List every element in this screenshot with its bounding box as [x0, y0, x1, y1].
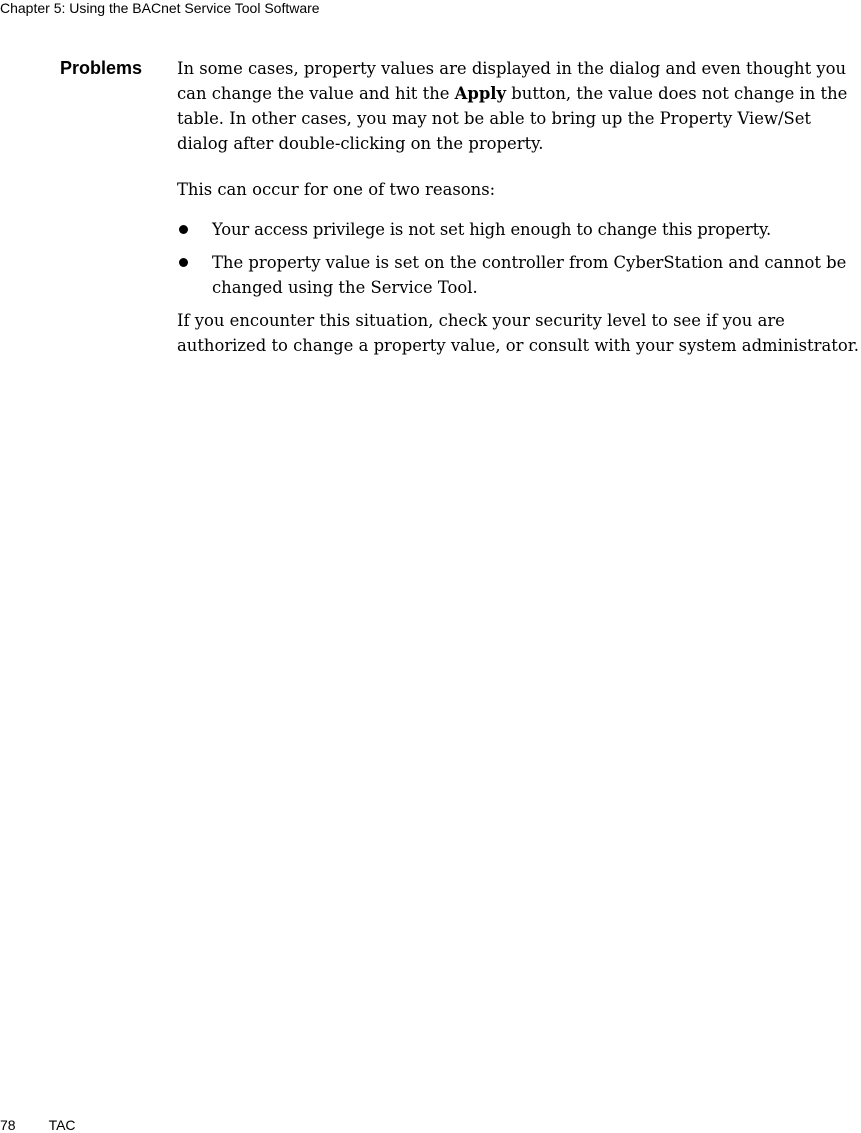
list-item — [177, 250, 859, 300]
paragraph-intro — [177, 56, 859, 156]
company-name: TAC — [48, 1117, 76, 1133]
paragraph-intro-end: button, the value does not change in the table. In other cases, you may not be able to bring up the Property View/Set dialog after double-clicking on the property. — [177, 84, 848, 153]
paragraph-intro-start: In some cases, property values are displayed in the dialog and even thought you can change the value and hit the — [177, 59, 847, 103]
list-item-text: The property value is set on the controller from CyberStation and cannot be changed using the Service Tool. — [212, 253, 847, 297]
section-label: Problems — [60, 58, 143, 78]
list-item-text: Your access privilege is not set high enough to change this property. — [212, 220, 772, 239]
reasons-list — [177, 217, 859, 300]
bullet-icon — [179, 225, 188, 234]
paragraph-resolution: If you encounter this situation, check your security level to see if you are authorized to change a property value, or consult with your system administrator. — [177, 311, 859, 355]
body-text — [177, 56, 859, 358]
page-footer — [0, 1117, 76, 1133]
paragraph-reasons: This can occur for one of two reasons: — [177, 180, 496, 199]
list-item — [177, 217, 859, 242]
page-number: 78 — [0, 1117, 16, 1133]
bullet-icon — [179, 258, 188, 267]
apply-button-reference: Apply — [454, 84, 507, 103]
running-header: Chapter 5: Using the BACnet Service Tool Software — [0, 0, 320, 16]
